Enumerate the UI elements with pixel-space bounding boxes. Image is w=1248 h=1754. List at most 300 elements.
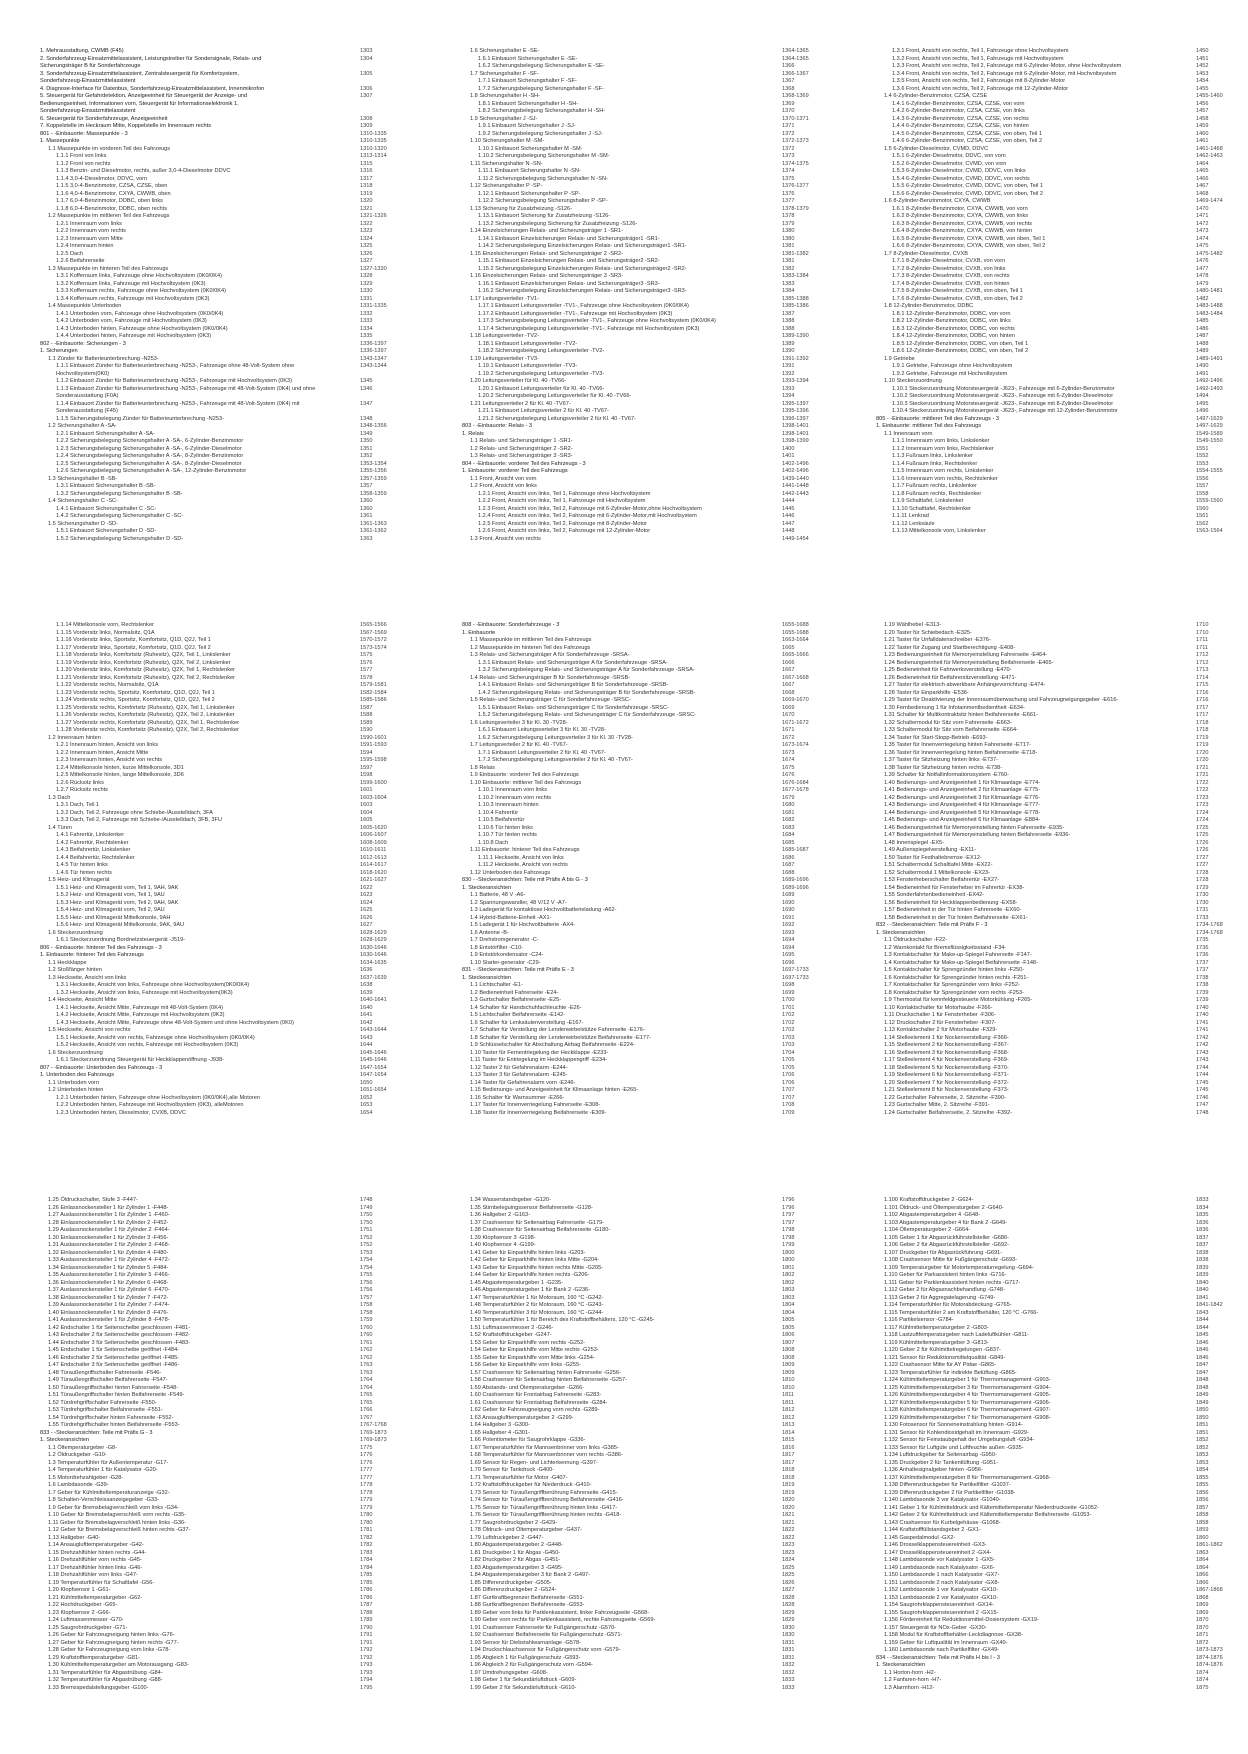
toc-entry[interactable] [40, 750, 412, 758]
toc-entry[interactable] [462, 1287, 834, 1295]
toc-entry[interactable] [876, 1535, 1248, 1543]
toc-entry[interactable] [462, 832, 834, 840]
toc-entry[interactable] [876, 1095, 1248, 1103]
toc-entry[interactable] [876, 318, 1248, 326]
toc-entry[interactable] [462, 1595, 834, 1603]
toc-entry[interactable] [462, 622, 834, 630]
toc-entry[interactable] [876, 742, 1248, 750]
toc-entry[interactable] [876, 1317, 1248, 1325]
toc-entry[interactable] [462, 1212, 834, 1220]
toc-entry[interactable] [40, 1520, 412, 1528]
toc-entry[interactable] [40, 1235, 412, 1243]
toc-entry[interactable] [876, 123, 1248, 131]
toc-entry[interactable] [876, 183, 1248, 191]
toc-entry[interactable] [40, 356, 412, 364]
toc-entry[interactable] [462, 990, 834, 998]
toc-entry[interactable] [462, 630, 834, 638]
toc-entry[interactable] [876, 161, 1248, 169]
toc-entry[interactable] [462, 757, 834, 765]
toc-entry[interactable] [40, 1242, 412, 1250]
toc-entry[interactable] [40, 483, 412, 491]
toc-entry[interactable] [40, 1572, 412, 1580]
toc-entry[interactable] [40, 862, 412, 870]
toc-entry[interactable] [462, 817, 834, 825]
toc-entry[interactable] [462, 1110, 834, 1118]
toc-entry[interactable] [40, 1677, 412, 1685]
toc-entry[interactable] [40, 1377, 412, 1385]
toc-entry[interactable] [462, 1265, 834, 1273]
toc-entry[interactable] [876, 468, 1248, 476]
toc-entry[interactable] [40, 1415, 412, 1423]
toc-entry[interactable] [462, 1407, 834, 1415]
toc-entry[interactable] [462, 1102, 834, 1110]
toc-entry[interactable] [40, 787, 412, 795]
toc-entry[interactable] [40, 521, 412, 529]
toc-entry[interactable] [462, 1392, 834, 1400]
toc-entry[interactable] [40, 727, 412, 735]
toc-entry[interactable] [40, 772, 412, 780]
toc-entry[interactable] [462, 483, 834, 491]
toc-entry[interactable] [876, 825, 1248, 833]
toc-entry[interactable] [462, 1625, 834, 1633]
toc-entry[interactable] [876, 1610, 1248, 1618]
toc-entry[interactable] [40, 757, 412, 765]
toc-entry[interactable] [40, 1287, 412, 1295]
toc-entry[interactable] [40, 1437, 412, 1445]
toc-entry[interactable] [40, 243, 412, 251]
toc-entry[interactable] [40, 1205, 412, 1213]
toc-entry[interactable] [876, 1550, 1248, 1558]
toc-entry[interactable] [462, 468, 834, 476]
toc-entry[interactable] [462, 453, 834, 461]
toc-entry[interactable] [876, 817, 1248, 825]
toc-entry[interactable] [462, 960, 834, 968]
toc-entry[interactable] [462, 228, 834, 236]
toc-entry[interactable] [876, 907, 1248, 915]
toc-entry[interactable] [876, 483, 1248, 491]
toc-entry[interactable] [40, 491, 412, 499]
toc-entry[interactable] [876, 386, 1248, 394]
toc-entry[interactable] [40, 1467, 412, 1475]
toc-entry[interactable] [40, 682, 412, 690]
toc-entry[interactable] [40, 622, 412, 630]
toc-entry[interactable] [876, 1632, 1248, 1640]
toc-entry[interactable] [462, 795, 834, 803]
toc-entry[interactable] [876, 1227, 1248, 1235]
toc-entry[interactable] [876, 1302, 1248, 1310]
toc-entry[interactable] [462, 251, 834, 259]
toc-entry[interactable] [876, 847, 1248, 855]
toc-entry[interactable] [462, 930, 834, 938]
toc-entry[interactable] [40, 795, 412, 803]
toc-entry[interactable] [40, 1565, 412, 1573]
toc-entry[interactable] [462, 862, 834, 870]
toc-entry[interactable] [462, 1257, 834, 1265]
toc-entry[interactable] [462, 1557, 834, 1565]
toc-entry[interactable] [876, 1012, 1248, 1020]
toc-entry[interactable] [40, 176, 412, 184]
toc-entry[interactable] [462, 138, 834, 146]
toc-entry[interactable] [462, 243, 834, 251]
toc-entry[interactable] [462, 1400, 834, 1408]
toc-entry[interactable] [876, 56, 1248, 64]
toc-entry[interactable] [876, 930, 1248, 938]
toc-entry[interactable] [462, 1445, 834, 1453]
toc-entry[interactable] [876, 1265, 1248, 1273]
toc-entry[interactable] [40, 1670, 412, 1678]
toc-entry[interactable] [876, 667, 1248, 675]
toc-entry[interactable] [462, 63, 834, 71]
toc-entry[interactable] [876, 78, 1248, 86]
toc-entry[interactable] [876, 303, 1248, 311]
toc-entry[interactable] [876, 1197, 1248, 1205]
toc-entry[interactable] [40, 1102, 412, 1110]
toc-entry[interactable] [876, 1347, 1248, 1355]
toc-entry[interactable] [40, 63, 412, 71]
toc-entry[interactable] [40, 892, 412, 900]
toc-entry[interactable] [462, 1362, 834, 1370]
toc-entry[interactable] [876, 1475, 1248, 1483]
toc-entry[interactable] [462, 146, 834, 154]
toc-entry[interactable] [40, 802, 412, 810]
toc-entry[interactable] [462, 266, 834, 274]
toc-entry[interactable] [876, 198, 1248, 206]
toc-entry[interactable] [876, 967, 1248, 975]
toc-entry[interactable] [876, 333, 1248, 341]
toc-entry[interactable] [462, 528, 834, 536]
toc-entry[interactable] [876, 1670, 1248, 1678]
toc-entry[interactable] [462, 892, 834, 900]
toc-entry[interactable] [40, 161, 412, 169]
toc-entry[interactable] [876, 900, 1248, 908]
toc-entry[interactable] [462, 408, 834, 416]
toc-entry[interactable] [40, 1265, 412, 1273]
toc-entry[interactable] [876, 213, 1248, 221]
toc-entry[interactable] [40, 1227, 412, 1235]
toc-entry[interactable] [876, 1027, 1248, 1035]
toc-entry[interactable] [40, 810, 412, 818]
toc-entry[interactable] [876, 251, 1248, 259]
toc-entry[interactable] [462, 877, 834, 885]
toc-entry[interactable] [462, 705, 834, 713]
toc-entry[interactable] [876, 1332, 1248, 1340]
toc-entry[interactable] [40, 1325, 412, 1333]
toc-entry[interactable] [40, 667, 412, 675]
toc-entry[interactable] [876, 720, 1248, 728]
toc-entry[interactable] [462, 371, 834, 379]
toc-entry[interactable] [876, 258, 1248, 266]
toc-entry[interactable] [40, 705, 412, 713]
toc-entry[interactable] [876, 438, 1248, 446]
toc-entry[interactable] [40, 191, 412, 199]
toc-entry[interactable] [462, 1467, 834, 1475]
toc-entry[interactable] [40, 660, 412, 668]
toc-entry[interactable] [462, 825, 834, 833]
toc-entry[interactable] [876, 176, 1248, 184]
toc-entry[interactable] [876, 93, 1248, 101]
toc-entry[interactable] [40, 303, 412, 311]
toc-entry[interactable] [462, 161, 834, 169]
toc-entry[interactable] [40, 468, 412, 476]
toc-entry[interactable] [40, 1407, 412, 1415]
toc-entry[interactable] [40, 93, 412, 101]
toc-entry[interactable] [876, 922, 1248, 930]
toc-entry[interactable] [462, 1542, 834, 1550]
toc-entry[interactable] [876, 281, 1248, 289]
toc-entry[interactable] [876, 101, 1248, 109]
toc-entry[interactable] [876, 1640, 1248, 1648]
toc-entry[interactable] [40, 131, 412, 139]
toc-entry[interactable] [876, 356, 1248, 364]
toc-entry[interactable] [462, 1602, 834, 1610]
toc-entry[interactable] [876, 1355, 1248, 1363]
toc-entry[interactable] [876, 1042, 1248, 1050]
toc-entry[interactable] [462, 1415, 834, 1423]
toc-entry[interactable] [40, 101, 412, 109]
toc-entry[interactable] [40, 423, 412, 431]
toc-entry[interactable] [40, 675, 412, 683]
toc-entry[interactable] [462, 498, 834, 506]
toc-entry[interactable] [40, 915, 412, 923]
toc-entry[interactable] [876, 1572, 1248, 1580]
toc-entry[interactable] [876, 1057, 1248, 1065]
toc-entry[interactable] [876, 1370, 1248, 1378]
toc-entry[interactable] [40, 1035, 412, 1043]
toc-entry[interactable] [876, 1310, 1248, 1318]
toc-entry[interactable] [876, 1392, 1248, 1400]
toc-entry[interactable] [462, 952, 834, 960]
toc-entry[interactable] [462, 356, 834, 364]
toc-entry[interactable] [40, 408, 412, 416]
toc-entry[interactable] [876, 506, 1248, 514]
toc-entry[interactable] [40, 528, 412, 536]
toc-entry[interactable] [40, 997, 412, 1005]
toc-entry[interactable] [876, 810, 1248, 818]
toc-entry[interactable] [40, 311, 412, 319]
toc-entry[interactable] [876, 371, 1248, 379]
toc-entry[interactable] [40, 735, 412, 743]
toc-entry[interactable] [462, 1235, 834, 1243]
toc-entry[interactable] [462, 1005, 834, 1013]
toc-entry[interactable] [462, 1647, 834, 1655]
toc-entry[interactable] [462, 1632, 834, 1640]
toc-entry[interactable] [876, 780, 1248, 788]
toc-entry[interactable] [462, 311, 834, 319]
toc-entry[interactable] [40, 1310, 412, 1318]
toc-entry[interactable] [462, 431, 834, 439]
toc-entry[interactable] [462, 521, 834, 529]
toc-entry[interactable] [40, 446, 412, 454]
toc-entry[interactable] [40, 1072, 412, 1080]
toc-entry[interactable] [462, 1565, 834, 1573]
toc-entry[interactable] [462, 967, 834, 975]
toc-entry[interactable] [40, 318, 412, 326]
toc-entry[interactable] [876, 750, 1248, 758]
toc-entry[interactable] [462, 645, 834, 653]
toc-entry[interactable] [40, 877, 412, 885]
toc-entry[interactable] [462, 1385, 834, 1393]
toc-entry[interactable] [462, 1087, 834, 1095]
toc-entry[interactable] [40, 765, 412, 773]
toc-entry[interactable] [876, 1467, 1248, 1475]
toc-entry[interactable] [40, 1647, 412, 1655]
toc-entry[interactable] [876, 877, 1248, 885]
toc-entry[interactable] [40, 116, 412, 124]
toc-entry[interactable] [462, 168, 834, 176]
toc-entry[interactable] [462, 750, 834, 758]
toc-entry[interactable] [876, 401, 1248, 409]
toc-entry[interactable] [40, 817, 412, 825]
toc-entry[interactable] [876, 870, 1248, 878]
toc-entry[interactable] [876, 1527, 1248, 1535]
toc-entry[interactable] [40, 296, 412, 304]
toc-entry[interactable] [462, 341, 834, 349]
toc-entry[interactable] [40, 498, 412, 506]
toc-entry[interactable] [462, 131, 834, 139]
toc-entry[interactable] [462, 423, 834, 431]
toc-entry[interactable] [40, 1057, 412, 1065]
toc-entry[interactable] [876, 975, 1248, 983]
toc-entry[interactable] [462, 236, 834, 244]
toc-entry[interactable] [40, 438, 412, 446]
toc-entry[interactable] [462, 1227, 834, 1235]
toc-entry[interactable] [462, 772, 834, 780]
toc-entry[interactable] [40, 1332, 412, 1340]
toc-entry[interactable] [876, 1362, 1248, 1370]
toc-entry[interactable] [462, 416, 834, 424]
toc-entry[interactable] [876, 1677, 1248, 1685]
toc-entry[interactable] [40, 832, 412, 840]
toc-entry[interactable] [876, 652, 1248, 660]
toc-entry[interactable] [462, 847, 834, 855]
toc-entry[interactable] [462, 675, 834, 683]
toc-entry[interactable] [462, 810, 834, 818]
toc-entry[interactable] [462, 86, 834, 94]
toc-entry[interactable] [462, 191, 834, 199]
toc-entry[interactable] [876, 348, 1248, 356]
toc-entry[interactable] [40, 900, 412, 908]
toc-entry[interactable] [462, 1572, 834, 1580]
toc-entry[interactable] [462, 288, 834, 296]
toc-entry[interactable] [876, 131, 1248, 139]
toc-entry[interactable] [462, 348, 834, 356]
toc-entry[interactable] [462, 281, 834, 289]
toc-entry[interactable] [40, 1430, 412, 1438]
toc-entry[interactable] [40, 1355, 412, 1363]
toc-entry[interactable] [876, 228, 1248, 236]
toc-entry[interactable] [876, 1415, 1248, 1423]
toc-entry[interactable] [876, 1287, 1248, 1295]
toc-entry[interactable] [40, 870, 412, 878]
toc-entry[interactable] [876, 757, 1248, 765]
toc-entry[interactable] [40, 401, 412, 409]
toc-entry[interactable] [876, 690, 1248, 698]
toc-entry[interactable] [40, 945, 412, 953]
toc-entry[interactable] [462, 1655, 834, 1663]
toc-entry[interactable] [40, 960, 412, 968]
toc-entry[interactable] [462, 1095, 834, 1103]
toc-entry[interactable] [40, 1632, 412, 1640]
toc-entry[interactable] [40, 71, 412, 79]
toc-entry[interactable] [462, 1197, 834, 1205]
toc-entry[interactable] [876, 311, 1248, 319]
toc-entry[interactable] [40, 1640, 412, 1648]
toc-entry[interactable] [876, 1655, 1248, 1663]
toc-entry[interactable] [876, 712, 1248, 720]
toc-entry[interactable] [876, 855, 1248, 863]
toc-entry[interactable] [462, 401, 834, 409]
toc-entry[interactable] [40, 228, 412, 236]
toc-entry[interactable] [462, 1347, 834, 1355]
toc-entry[interactable] [40, 930, 412, 938]
toc-entry[interactable] [462, 1685, 834, 1693]
toc-entry[interactable] [876, 1400, 1248, 1408]
toc-entry[interactable] [462, 1080, 834, 1088]
toc-entry[interactable] [40, 922, 412, 930]
toc-entry[interactable] [40, 1580, 412, 1588]
toc-entry[interactable] [40, 1280, 412, 1288]
toc-entry[interactable] [876, 243, 1248, 251]
toc-entry[interactable] [40, 690, 412, 698]
toc-entry[interactable] [876, 1205, 1248, 1213]
toc-entry[interactable] [462, 318, 834, 326]
toc-entry[interactable] [462, 491, 834, 499]
toc-entry[interactable] [40, 1317, 412, 1325]
toc-entry[interactable] [876, 1595, 1248, 1603]
toc-entry[interactable] [462, 1512, 834, 1520]
toc-entry[interactable] [40, 1005, 412, 1013]
toc-entry[interactable] [40, 1587, 412, 1595]
toc-entry[interactable] [462, 885, 834, 893]
toc-entry[interactable] [876, 885, 1248, 893]
toc-entry[interactable] [40, 453, 412, 461]
toc-entry[interactable] [40, 221, 412, 229]
toc-entry[interactable] [40, 855, 412, 863]
toc-entry[interactable] [40, 1220, 412, 1228]
toc-entry[interactable] [876, 1452, 1248, 1460]
toc-entry[interactable] [876, 1035, 1248, 1043]
toc-entry[interactable] [462, 1617, 834, 1625]
toc-entry[interactable] [40, 825, 412, 833]
toc-entry[interactable] [876, 787, 1248, 795]
toc-entry[interactable] [876, 341, 1248, 349]
toc-entry[interactable] [876, 1080, 1248, 1088]
toc-entry[interactable] [876, 990, 1248, 998]
toc-entry[interactable] [462, 1220, 834, 1228]
toc-entry[interactable] [462, 78, 834, 86]
toc-entry[interactable] [462, 1535, 834, 1543]
toc-entry[interactable] [876, 727, 1248, 735]
toc-entry[interactable] [40, 341, 412, 349]
toc-entry[interactable] [462, 108, 834, 116]
toc-entry[interactable] [462, 93, 834, 101]
toc-entry[interactable] [462, 1452, 834, 1460]
toc-entry[interactable] [462, 183, 834, 191]
toc-entry[interactable] [40, 1557, 412, 1565]
toc-entry[interactable] [462, 198, 834, 206]
toc-entry[interactable] [462, 1332, 834, 1340]
toc-entry[interactable] [876, 682, 1248, 690]
toc-entry[interactable] [40, 1445, 412, 1453]
toc-entry[interactable] [876, 1065, 1248, 1073]
toc-entry[interactable] [40, 1087, 412, 1095]
toc-entry[interactable] [876, 393, 1248, 401]
toc-entry[interactable] [462, 1550, 834, 1558]
toc-entry[interactable] [462, 870, 834, 878]
toc-entry[interactable] [462, 945, 834, 953]
toc-entry[interactable] [40, 146, 412, 154]
toc-entry[interactable] [40, 885, 412, 893]
